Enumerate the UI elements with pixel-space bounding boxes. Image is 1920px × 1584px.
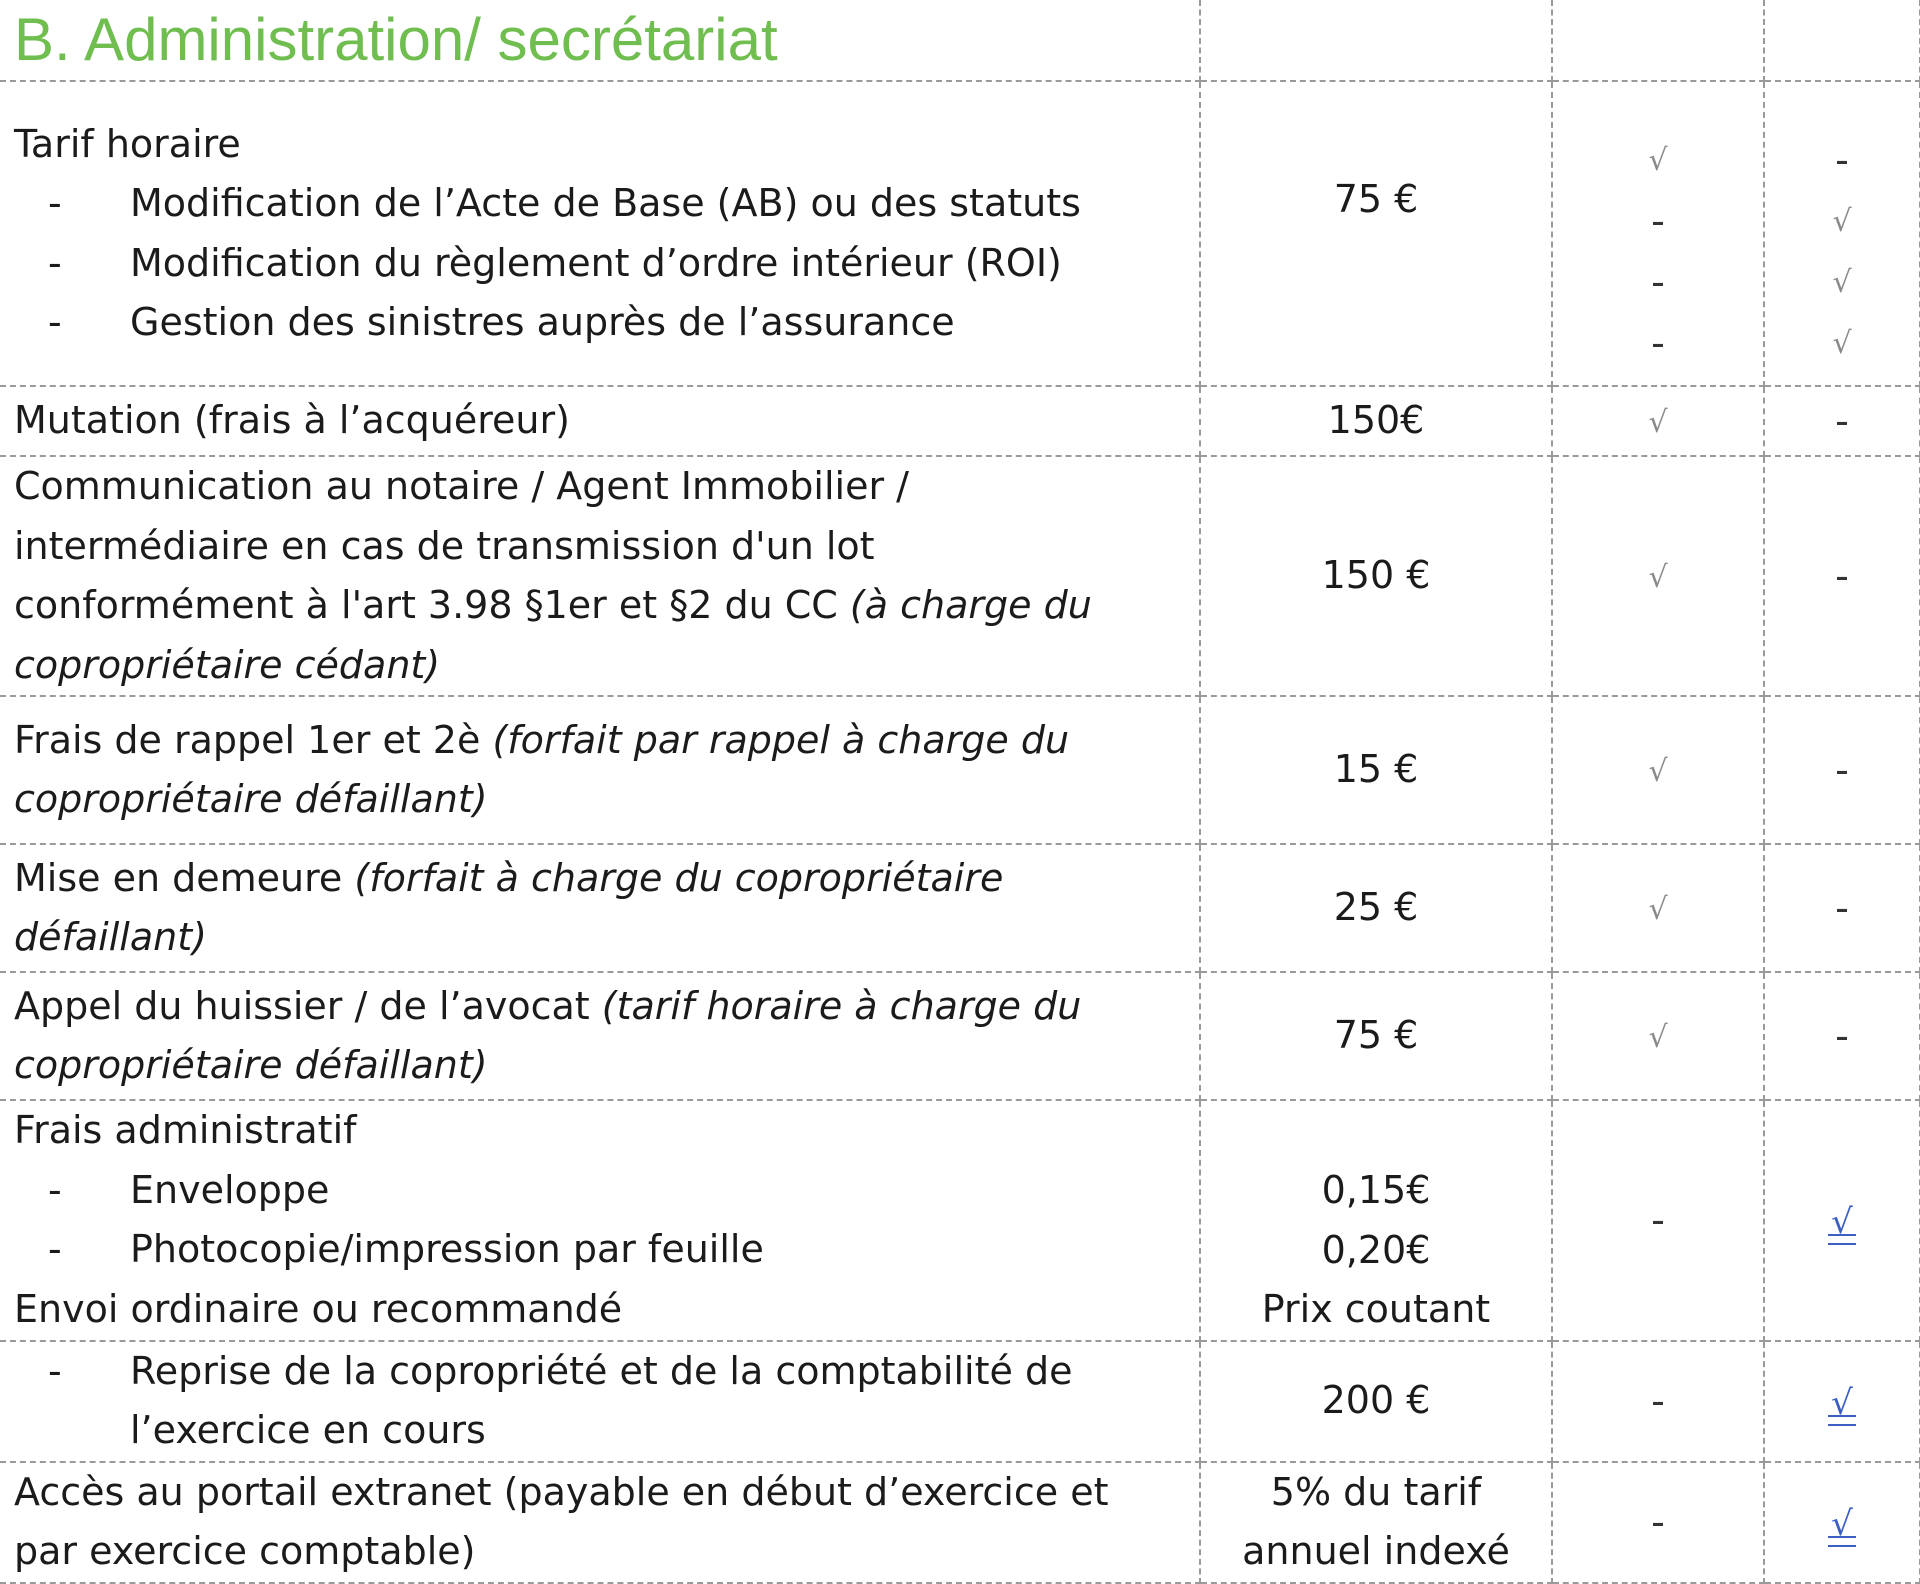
dash-mark: - — [1651, 260, 1665, 304]
col-b-mark: - — [1764, 456, 1920, 696]
col-b-mark — [1764, 1462, 1920, 1583]
check-icon: √ — [1648, 143, 1668, 178]
check-icon: √ — [1648, 1020, 1668, 1055]
check-icon: √ — [1832, 265, 1852, 300]
table-row-frais-administratif — [0, 1100, 1920, 1341]
col-b-mark — [1764, 1341, 1920, 1462]
col-a-mark — [1552, 972, 1764, 1100]
bullet-item: - Reprise de la copropriété et de la comptabilité de — [48, 1348, 1073, 1393]
row-description: Communication au notaire / Agent Immobilier / intermédiaire en cas de transmission d'un lot conformément à l'art 3.98 §1er et §2 du CC (à charge du copropriétaire cédant) — [0, 456, 1200, 696]
empty-cell — [1200, 0, 1552, 81]
check-icon: √ — [1832, 326, 1852, 361]
col-a-mark: - — [1552, 1100, 1764, 1341]
check-icon: √ — [1831, 1503, 1853, 1544]
row-price: 15 € — [1200, 696, 1552, 844]
col-a-marks — [1552, 81, 1764, 386]
row-heading: Frais administratif — [14, 1108, 357, 1153]
row-description: Frais de rappel 1er et 2è (forfait par rappel à charge du copropriétaire défaillant) — [0, 696, 1200, 844]
row-price: 150 € — [1200, 456, 1552, 696]
col-a-mark — [1552, 386, 1764, 456]
col-a-mark: - — [1552, 1462, 1764, 1583]
col-b-mark: - — [1764, 696, 1920, 844]
row-description: - Reprise de la copropriété et de la comptabilité de l’exercice en cours — [0, 1341, 1200, 1462]
row-price: 75 € — [1200, 81, 1552, 386]
table-row-mutation — [0, 386, 1920, 456]
row-description: Accès au portail extranet (payable en début d’exercice et par exercice comptable) — [0, 1462, 1200, 1583]
section-title: B. Administration/ secrétariat — [0, 0, 1200, 81]
col-b-mark — [1764, 1100, 1920, 1341]
row-price: 0,15€ 0,20€ Prix coutant — [1200, 1100, 1552, 1341]
row-price: 150€ — [1200, 386, 1552, 456]
row-description: Appel du huissier / de l’avocat (tarif horaire à charge du copropriétaire défaillant) — [0, 972, 1200, 1100]
row-price: 75 € — [1200, 972, 1552, 1100]
col-b-mark: - — [1764, 844, 1920, 972]
table-row-tarif-horaire — [0, 81, 1920, 386]
row-description: Mise en demeure (forfait à charge du copropriétaire défaillant) — [0, 844, 1200, 972]
bullet-item: - Enveloppe — [48, 1167, 330, 1212]
row-description: Mutation (frais à l’acquéreur) — [0, 386, 1200, 456]
bullet-item: - Modification du règlement d’ordre intérieur (ROI) — [48, 240, 1062, 285]
check-icon: √ — [1648, 405, 1668, 440]
empty-cell — [1552, 0, 1764, 81]
row-description: Frais administratif - Enveloppe - Photocopie/impression par feuille Envoi ordinaire ou recommandé — [0, 1100, 1200, 1341]
col-a-mark: - — [1552, 1341, 1764, 1462]
row-price: 25 € — [1200, 844, 1552, 972]
check-icon: √ — [1648, 892, 1668, 927]
check-icon: √ — [1831, 1201, 1853, 1242]
col-a-mark — [1552, 696, 1764, 844]
row-price: 5% du tarif annuel indexé — [1200, 1462, 1552, 1583]
col-a-mark — [1552, 456, 1764, 696]
bullet-item: - Gestion des sinistres auprès de l’assurance — [48, 300, 955, 344]
check-icon: √ — [1648, 754, 1668, 789]
empty-cell — [1764, 0, 1920, 81]
table-row-mise-en-demeure — [0, 844, 1920, 972]
col-b-marks — [1764, 81, 1920, 386]
col-b-mark: - — [1764, 386, 1920, 456]
dash-mark: - — [1835, 138, 1849, 182]
table-row-appel-huissier — [0, 972, 1920, 1100]
title-row — [0, 0, 1920, 81]
row-price: 200 € — [1200, 1341, 1552, 1462]
dash-mark: - — [1651, 199, 1665, 243]
col-a-mark — [1552, 844, 1764, 972]
table-row-reprise-copropriete — [0, 1341, 1920, 1462]
col-b-mark: - — [1764, 972, 1920, 1100]
table-row-frais-rappel — [0, 696, 1920, 844]
bullet-item: - Photocopie/impression par feuille — [48, 1227, 764, 1272]
bullet-item: - Modification de l’Acte de Base (AB) ou des statuts — [48, 181, 1081, 225]
check-icon: √ — [1832, 204, 1852, 239]
row-description — [0, 81, 1200, 386]
row-heading: Tarif horaire — [14, 121, 241, 166]
dash-mark: - — [1651, 321, 1665, 365]
check-icon: √ — [1648, 560, 1668, 595]
table-row-communication-notaire — [0, 456, 1920, 696]
table-row-acces-extranet — [0, 1462, 1920, 1583]
check-icon: √ — [1831, 1382, 1853, 1423]
